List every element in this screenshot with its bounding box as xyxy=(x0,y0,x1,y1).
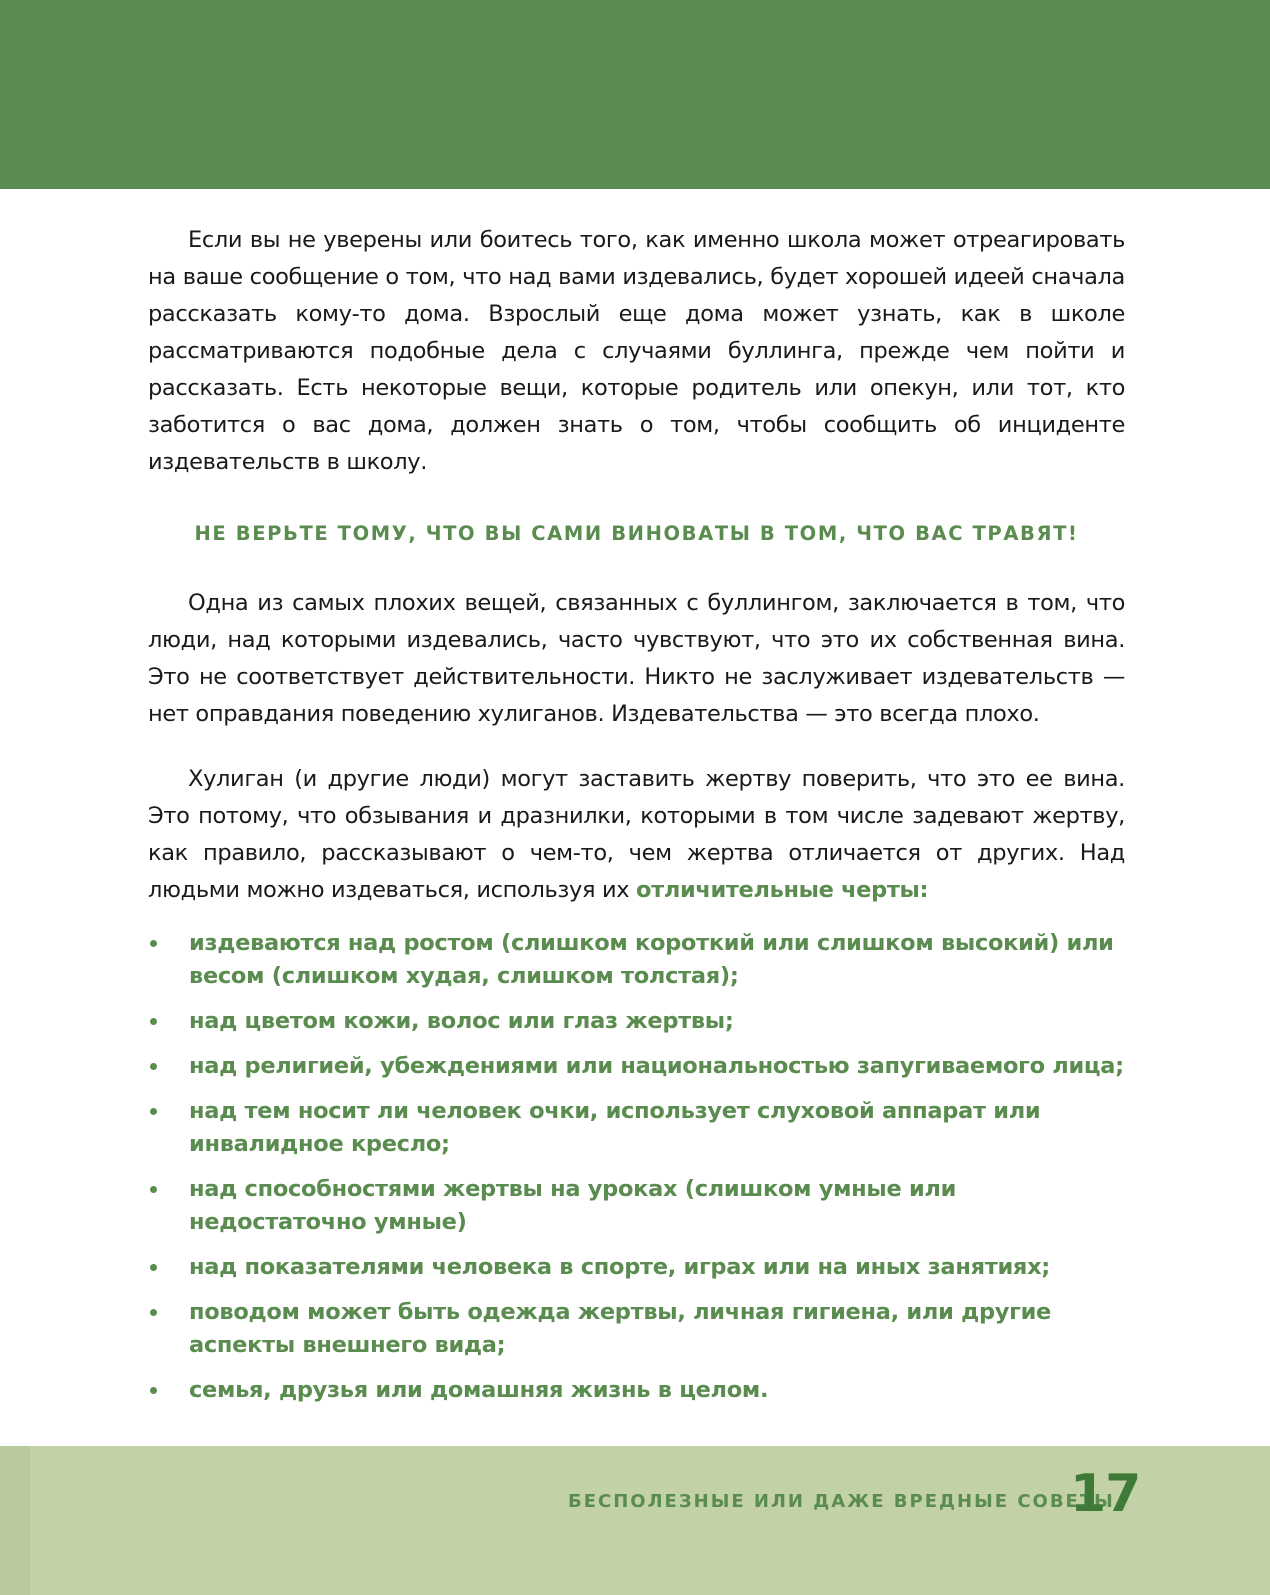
list-item-text: семья, друзья или домашняя жизнь в целом. xyxy=(189,1377,769,1403)
bullet-icon xyxy=(150,1309,157,1316)
list-item xyxy=(148,1050,1125,1083)
bullet-icon xyxy=(150,1264,157,1271)
list-item-text: над показателями человека в спорте, играх или на иных занятиях; xyxy=(189,1254,1050,1280)
list-item xyxy=(148,1374,1125,1407)
bullet-icon xyxy=(150,1108,157,1115)
list-item-text: поводом может быть одежда жертвы, личная гигиена, или другие аспекты внешнего вида; xyxy=(189,1299,1051,1358)
bullet-icon xyxy=(150,940,157,947)
page-number: 17 xyxy=(1070,1464,1141,1524)
list-item-text: издеваются над ростом (слишком короткий или слишком высокий) или весом (слишком худая, слишком толстая); xyxy=(189,930,1114,989)
section-heading: НЕ ВЕРЬТЕ ТОМУ, ЧТО ВЫ САМИ ВИНОВАТЫ В ТОМ, ЧТО ВАС ТРАВЯТ! xyxy=(194,522,1079,545)
list-item-text: над тем носит ли человек очки, использует слуховой аппарат или инвалидное кресло; xyxy=(189,1098,1041,1157)
bullet-icon xyxy=(150,1387,157,1394)
list-item-text: над способностями жертвы на уроках (слишком умные или недостаточно умные) xyxy=(189,1176,957,1235)
footer-band-edge xyxy=(0,1446,30,1595)
bullet-icon xyxy=(150,1063,157,1070)
paragraph-distinctive-traits xyxy=(148,761,1125,909)
list-item-text: над религией, убеждениями или национальностью запугиваемого лица; xyxy=(189,1053,1124,1079)
bullet-icon xyxy=(150,1018,157,1025)
list-item xyxy=(148,1251,1125,1284)
header-band xyxy=(0,0,1270,189)
list-item xyxy=(148,1173,1125,1239)
list-item xyxy=(148,927,1125,993)
paragraph-reporting-home: Если вы не уверены или боитесь того, как именно школа может отреагировать на ваше сообщение о том, что над вами издевались, будет хорошей идеей сначала рассказать кому-то дома. Взрослый еще дома может узнать, как в школе рассматриваются подобные дела с случаями буллинга, прежде чем пойти и рассказать. Есть некоторые вещи, которые родитель или опекун, или тот, кто заботится о вас дома, должен знать о том, чтобы сообщить об инциденте издевательств в школу. xyxy=(148,227,1125,475)
list-item xyxy=(148,1005,1125,1038)
paragraph-not-your-fault: Одна из самых плохих вещей, связанных с буллингом, заключается в том, что люди, над которыми издевались, часто чувствуют, что это их собственная вина. Это не соответствует действительности. Никто не заслуживает издевательств — нет оправдания поведению хулиганов. Издевательства — это всегда плохо. xyxy=(148,590,1125,727)
paragraph-distinctive-text: Хулиган (и другие люди) могут заставить жертву поверить, что это ее вина. Это потому, что обзывания и дразнилки, которыми в том числе задевают жертву, как правило, рассказывают о чем-то, чем жертва отличается от других. Над людьми можно издеваться, используя их xyxy=(148,766,1125,903)
bullet-icon xyxy=(150,1186,157,1193)
highlight-distinctive-traits: отличительные черты: xyxy=(636,877,929,903)
list-item-text: над цветом кожи, волос или глаз жертвы; xyxy=(189,1008,734,1034)
page-content xyxy=(148,222,1125,1419)
traits-list xyxy=(148,927,1125,1407)
list-item xyxy=(148,1095,1125,1161)
running-footer-title: БЕСПОЛЕЗНЫЕ ИЛИ ДАЖЕ ВРЕДНЫЕ СОВЕТЫ xyxy=(568,1491,1115,1512)
list-item xyxy=(148,1296,1125,1362)
